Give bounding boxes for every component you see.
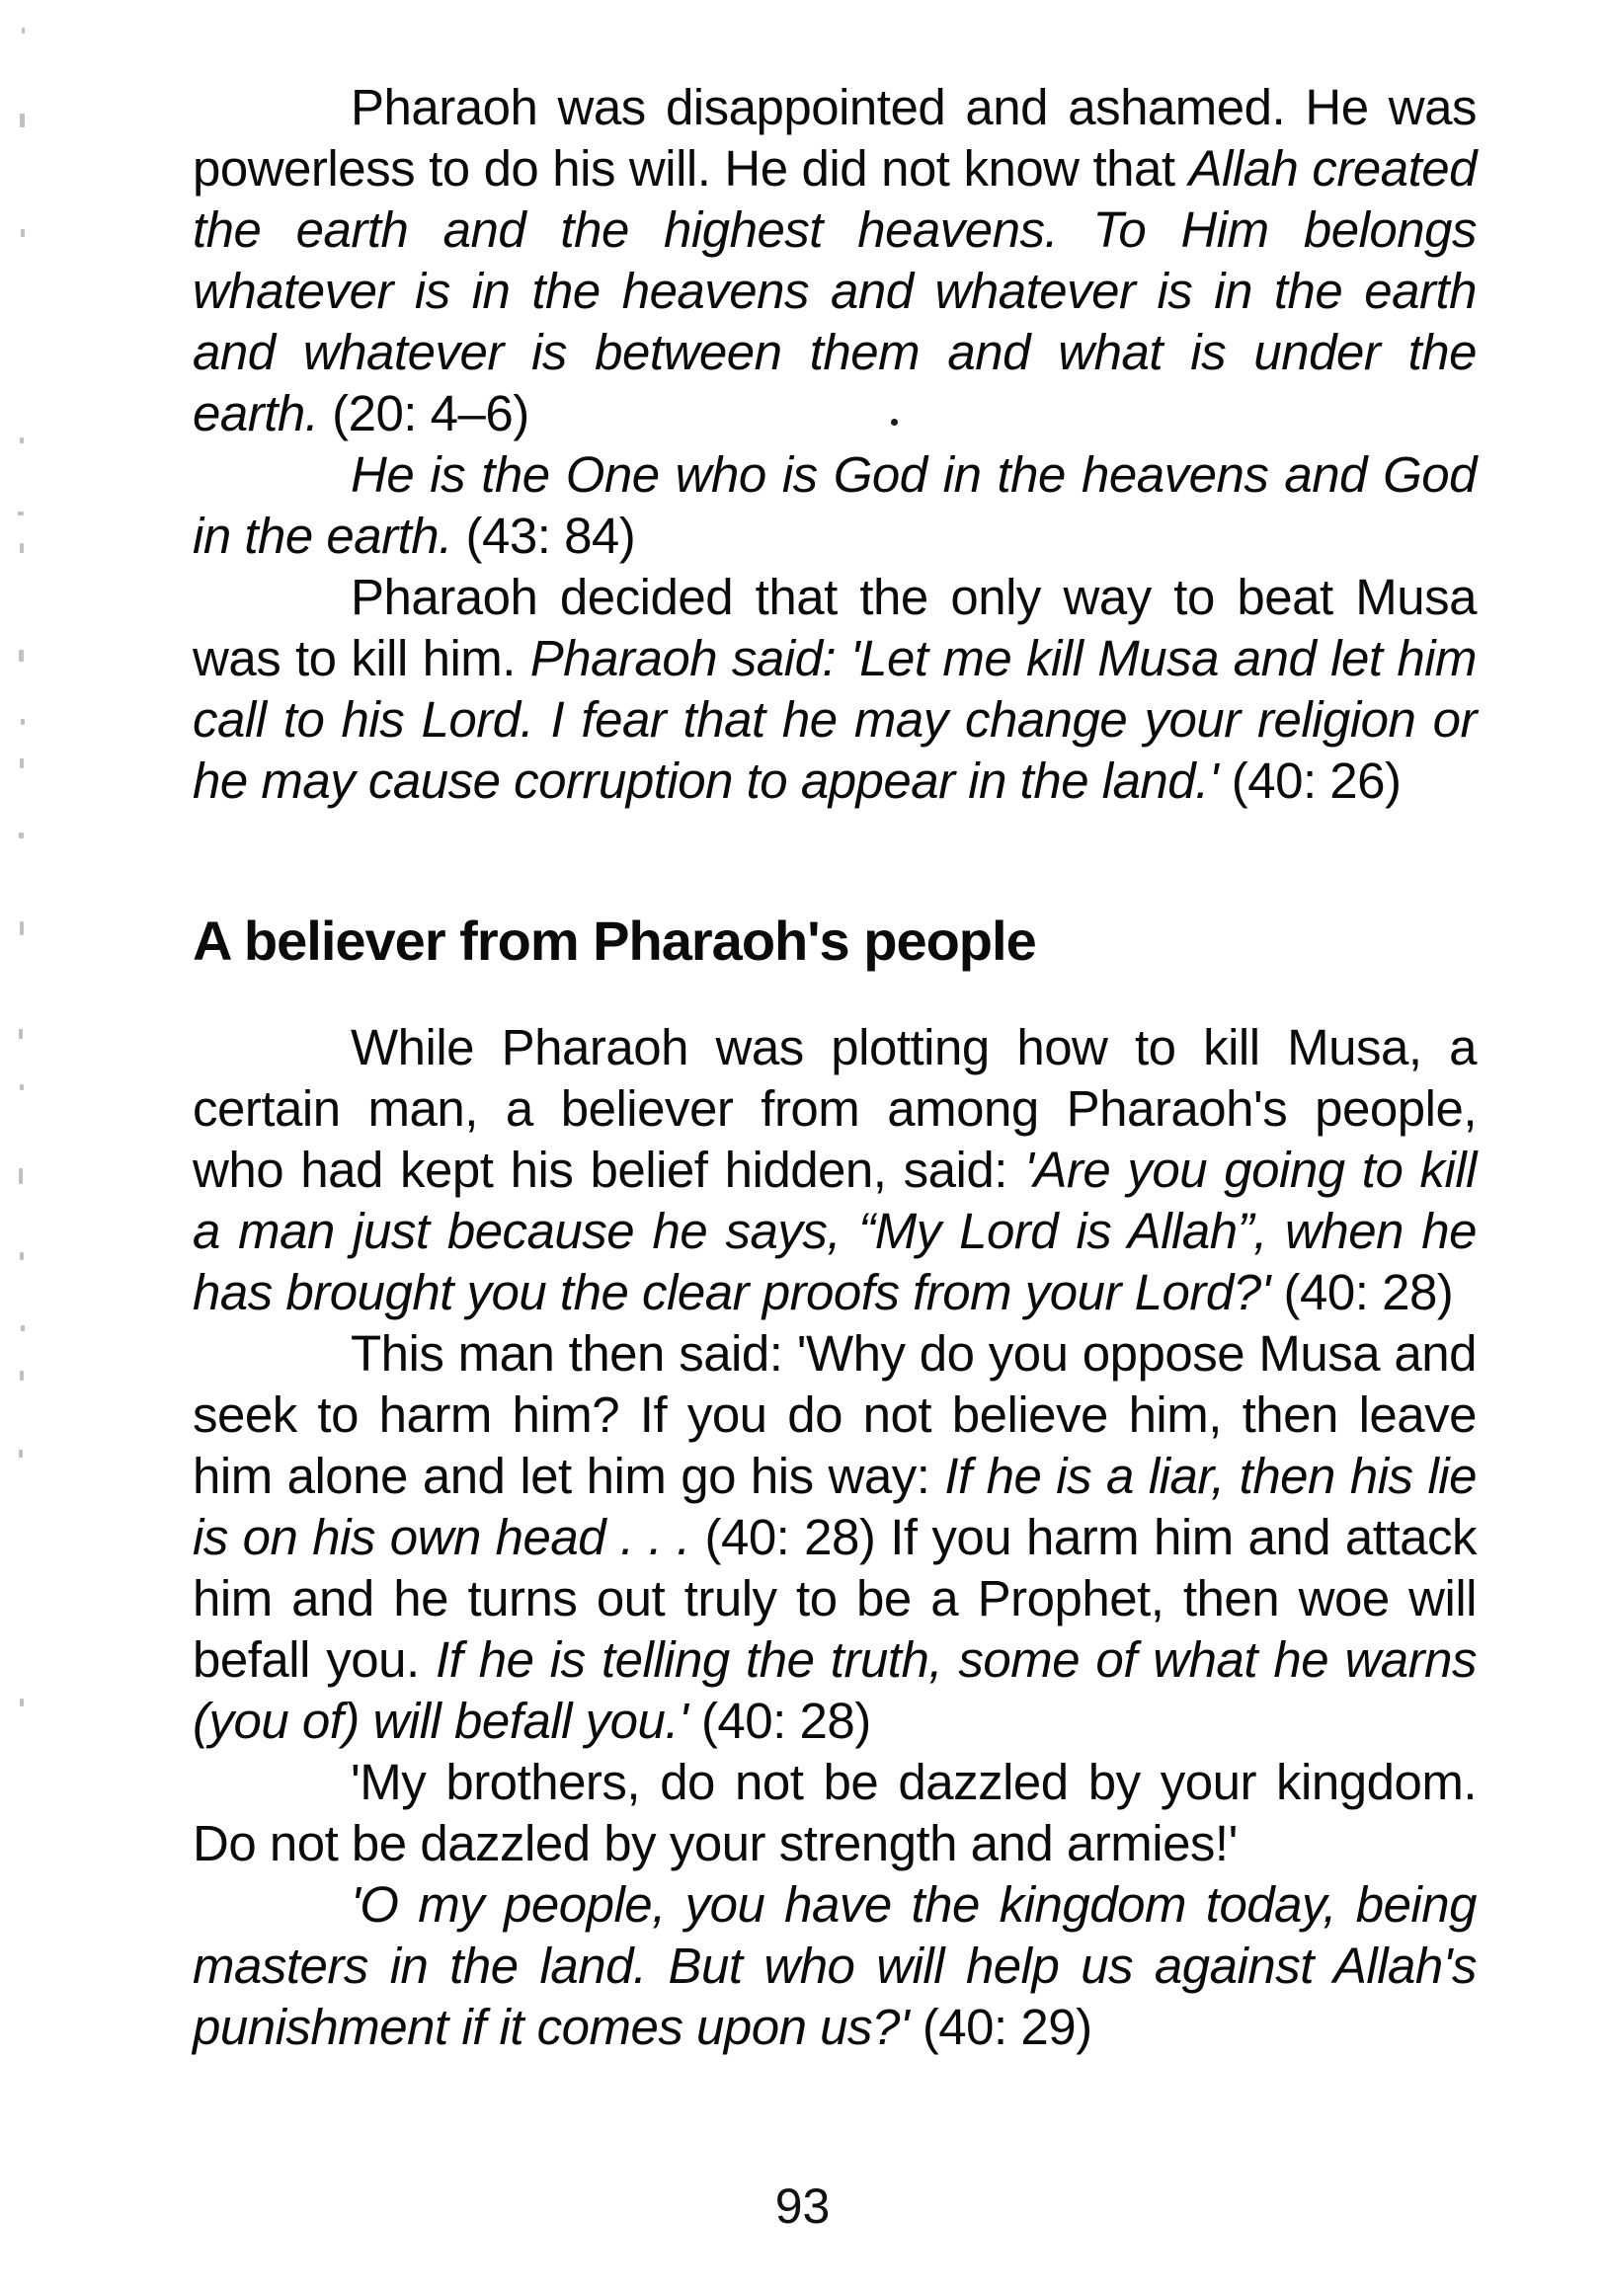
scan-speck [19,1029,23,1039]
narrative-run: (40: 28) [700,1693,871,1749]
scan-speck [20,1084,24,1090]
quote-run: 'Are you going to kill a man just because he says, “My Lord is Allah”, when he has brought you the clear proofs from your Lord?' [193,1142,1477,1320]
scan-speck [20,1252,24,1260]
paragraph [193,1017,1477,1323]
quote-run: If he is telling the truth, some of what he warns (you of) will befall you.' [193,1631,1477,1749]
scan-speck [20,114,25,127]
narrative-run: (40: 28) If you harm him and attack him and he turns out truly to be a Prophet, then woe will befall you. [193,1509,1478,1688]
quote-run: If he is a liar, then his lie is on his own head . . . [193,1448,1477,1565]
scan-speck [22,28,25,34]
paragraph [193,567,1477,812]
narrative-run: While Pharaoh was plotting how to kill Musa, a certain man, a believer from among Pharaoh's people, who had kept his belief hidden, said: [193,1019,1477,1198]
quote-run: 'O my people, you have the kingdom today, being masters in the land. But who will help us against Allah's punishment if it comes upon us?' [193,1876,1477,2055]
paragraph [193,1874,1477,2058]
quote-run: Allah created the earth and the highest heavens. To Him belongs whatever is in the heavens and whatever is in the earth and whatever is between them and what is under the earth. [193,140,1477,441]
narrative-run: This man then said: 'Why do you oppose Musa and seek to harm him? If you do not believe him, then leave him alone and let him go his way: [193,1325,1477,1504]
scan-speck [21,719,25,725]
scan-speck [19,650,24,662]
narrative-run: (43: 84) [451,508,636,564]
scan-speck [20,758,24,768]
page-number: 93 [774,2178,831,2234]
scan-speck [20,921,24,935]
scan-speck [21,1325,25,1331]
narrative-run: (20: 4–6) [318,385,529,441]
quote-run: He is the One who is God in the heavens and God in the earth. [193,446,1477,564]
paragraph [193,1752,1477,1874]
scan-speck [20,1699,24,1706]
section-heading: A believer from Pharaoh's people [193,910,1036,972]
scan-speck [20,1371,24,1381]
narrative-run: Pharaoh decided that the only way to beat Musa was to kill him. [193,569,1477,686]
scan-speck [18,512,24,515]
scan-speck [19,1450,23,1458]
quote-run: Pharaoh said: 'Let me kill Musa and let him call to his Lord. I fear that he may change your religion or he may cause corruption to appear in the land.' [193,630,1478,809]
scan-speck [19,832,24,838]
page-text [193,77,1477,2058]
scan-speck [20,543,24,553]
narrative-run: 'My brothers, do not be dazzled by your kingdom. Do not be dazzled by your strength and armies!' [193,1754,1477,1871]
paragraph [193,1323,1477,1752]
scan-speck [19,1168,23,1184]
narrative-run: Pharaoh was disappointed and ashamed. He was powerless to do his will. He did not know that [193,79,1477,197]
paragraph [193,444,1477,567]
scan-speck [21,229,25,237]
scan-speck [20,437,24,443]
narrative-run: (40: 28) [1283,1264,1454,1320]
narrative-run: (40: 29) [922,1999,1092,2055]
paragraph [193,77,1477,444]
narrative-run: (40: 26) [1231,752,1402,809]
